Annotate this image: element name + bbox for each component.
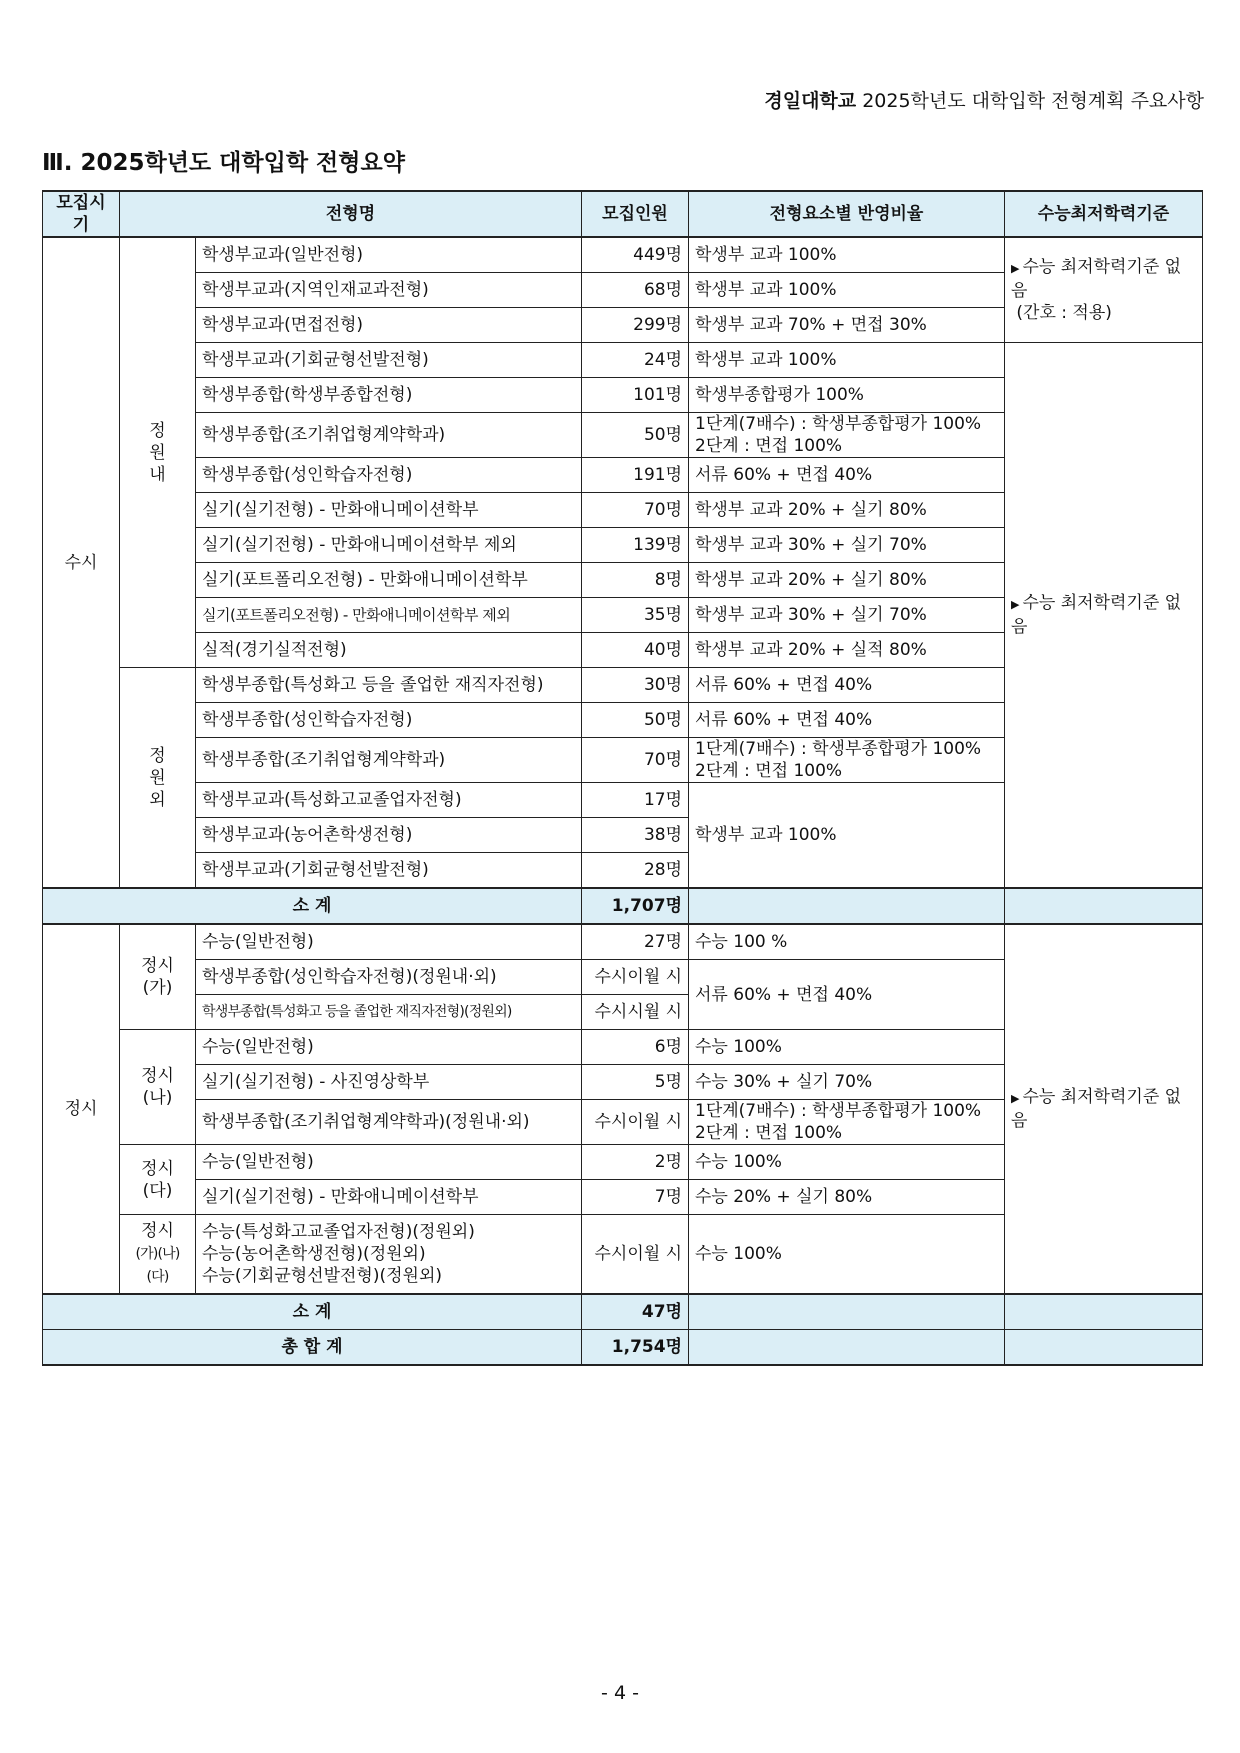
row-count: 70명 <box>582 738 689 783</box>
table-row <box>43 237 1203 273</box>
row-name: 학생부종합(학생부종합전형) <box>196 378 582 413</box>
subtotal-count: 1,707명 <box>582 888 689 924</box>
row-name: 학생부종합(조기취업형계약학과) <box>196 413 582 458</box>
row-count: 8명 <box>582 563 689 598</box>
row-count: 수시시월 시 <box>582 995 689 1030</box>
subtotal-min-empty <box>1005 1294 1203 1330</box>
row-name: 학생부교과(기회균형선발전형) <box>196 343 582 378</box>
col-min: 수능최저학력기준 <box>1005 191 1203 237</box>
total-ratio-empty <box>689 1330 1005 1366</box>
row-ratio: 학생부 교과 20% + 실적 80% <box>689 633 1005 668</box>
row-ratio: 학생부 교과 30% + 실기 70% <box>689 598 1005 633</box>
row-name: 학생부종합(성인학습자전형)(정원내·외) <box>196 960 582 995</box>
row-count: 50명 <box>582 413 689 458</box>
section-title: Ⅲ. 2025학년도 대학입학 전형요약 <box>42 150 405 176</box>
row-ratio: 학생부종합평가 100% <box>689 378 1005 413</box>
row-name: 학생부교과(기회균형선발전형) <box>196 853 582 889</box>
min-criteria-b: ▶ 수능 최저학력기준 없음 <box>1005 343 1203 889</box>
subtotal-ratio-empty <box>689 888 1005 924</box>
row-count: 68명 <box>582 273 689 308</box>
row-count: 6명 <box>582 1030 689 1065</box>
row-name: 학생부종합(조기취업형계약학과)(정원내·외) <box>196 1100 582 1145</box>
total-label: 총 합 계 <box>43 1330 582 1366</box>
row-ratio: 서류 60% + 면접 40% <box>689 458 1005 493</box>
row-ratio: 수능 100% <box>689 1030 1005 1065</box>
row-count: 70명 <box>582 493 689 528</box>
row-count: 수시이월 시 <box>582 960 689 995</box>
admission-summary-table <box>42 190 1203 1366</box>
row-ratio: 1단계(7배수) : 학생부종합평가 100% 2단계 : 면접 100% <box>689 738 1005 783</box>
row-name: 실기(실기전형) - 만화애니메이션학부 제외 <box>196 528 582 563</box>
period-susi: 수시 <box>43 237 120 888</box>
row-count: 수시이월 시 <box>582 1100 689 1145</box>
triangle-icon: ▶ <box>1011 598 1020 611</box>
row-ratio-merged: 학생부 교과 100% <box>689 783 1005 889</box>
row-name-multi: 수능(특성화고교졸업자전형)(정원외) 수능(농어촌학생전형)(정원외) 수능(기회균형선발전형)(정원외) <box>196 1215 582 1295</box>
row-count: 17명 <box>582 783 689 818</box>
subtotal-count: 47명 <box>582 1294 689 1330</box>
row-ratio: 서류 60% + 면접 40% <box>689 703 1005 738</box>
row-ratio: 학생부 교과 100% <box>689 237 1005 273</box>
row-name: 학생부교과(지역인재교과전형) <box>196 273 582 308</box>
row-count: 449명 <box>582 237 689 273</box>
table-row <box>43 343 1203 378</box>
row-ratio: 학생부 교과 20% + 실기 80% <box>689 563 1005 598</box>
row-name: 학생부종합(특성화고 등을 졸업한 재직자전형) <box>196 668 582 703</box>
col-name: 전형명 <box>120 191 582 237</box>
row-count: 7명 <box>582 1180 689 1215</box>
row-name: 실기(포트폴리오전형) - 만화애니메이션학부 제외 <box>196 598 582 633</box>
row-count: 191명 <box>582 458 689 493</box>
table-header-row <box>43 191 1203 237</box>
row-name: 학생부교과(면접전형) <box>196 308 582 343</box>
jeongsi-all-label: 정시 (가)(나)(다) <box>120 1215 196 1295</box>
row-count: 28명 <box>582 853 689 889</box>
school-name: 경일대학교 <box>764 90 857 112</box>
row-name: 실기(실기전형) - 만화애니메이션학부 <box>196 493 582 528</box>
row-count: 27명 <box>582 924 689 960</box>
total-min-empty <box>1005 1330 1203 1366</box>
row-count: 5명 <box>582 1065 689 1100</box>
row-ratio: 수능 20% + 실기 80% <box>689 1180 1005 1215</box>
row-ratio: 학생부 교과 100% <box>689 343 1005 378</box>
row-ratio: 서류 60% + 면접 40% <box>689 668 1005 703</box>
row-name: 학생부교과(특성화고교졸업자전형) <box>196 783 582 818</box>
susi-out-label: 정 원 외 <box>120 668 196 889</box>
row-count: 139명 <box>582 528 689 563</box>
row-count: 50명 <box>582 703 689 738</box>
jeongsi-na-label: 정시 (나) <box>120 1030 196 1145</box>
subtotal-min-empty <box>1005 888 1203 924</box>
row-count: 40명 <box>582 633 689 668</box>
row-ratio-merged: 서류 60% + 면접 40% <box>689 960 1005 1030</box>
row-name: 실기(실기전형) - 만화애니메이션학부 <box>196 1180 582 1215</box>
row-name: 학생부종합(성인학습자전형) <box>196 458 582 493</box>
row-count: 30명 <box>582 668 689 703</box>
row-count: 38명 <box>582 818 689 853</box>
row-count: 299명 <box>582 308 689 343</box>
header-title: 2025학년도 대학입학 전형계획 주요사항 <box>862 90 1204 112</box>
total-row <box>43 1330 1203 1366</box>
row-count: 101명 <box>582 378 689 413</box>
row-count: 2명 <box>582 1145 689 1180</box>
col-count: 모집인원 <box>582 191 689 237</box>
triangle-icon: ▶ <box>1011 1092 1020 1105</box>
row-count: 24명 <box>582 343 689 378</box>
row-ratio: 1단계(7배수) : 학생부종합평가 100% 2단계 : 면접 100% <box>689 413 1005 458</box>
jeongsi-ga-label: 정시 (가) <box>120 924 196 1030</box>
row-ratio: 학생부 교과 70% + 면접 30% <box>689 308 1005 343</box>
row-name: 수능(일반전형) <box>196 1145 582 1180</box>
row-ratio: 1단계(7배수) : 학생부종합평가 100% 2단계 : 면접 100% <box>689 1100 1005 1145</box>
subtotal-label: 소 계 <box>43 1294 582 1330</box>
row-name: 학생부종합(성인학습자전형) <box>196 703 582 738</box>
row-name: 수능(일반전형) <box>196 924 582 960</box>
row-name: 학생부종합(조기취업형계약학과) <box>196 738 582 783</box>
row-ratio: 학생부 교과 20% + 실기 80% <box>689 493 1005 528</box>
row-name: 실기(실기전형) - 사진영상학부 <box>196 1065 582 1100</box>
row-count: 35명 <box>582 598 689 633</box>
col-period: 모집시기 <box>43 191 120 237</box>
col-ratio: 전형요소별 반영비율 <box>689 191 1005 237</box>
jeongsi-min-criteria: ▶ 수능 최저학력기준 없음 <box>1005 924 1203 1294</box>
subtotal-label: 소 계 <box>43 888 582 924</box>
page-number: - 4 - <box>601 1682 639 1704</box>
period-jeongsi: 정시 <box>43 924 120 1294</box>
row-name: 수능(일반전형) <box>196 1030 582 1065</box>
jeongsi-da-label: 정시 (다) <box>120 1145 196 1215</box>
row-ratio: 수능 100 % <box>689 924 1005 960</box>
row-ratio: 학생부 교과 100% <box>689 273 1005 308</box>
total-count: 1,754명 <box>582 1330 689 1366</box>
row-name: 학생부교과(일반전형) <box>196 237 582 273</box>
row-name: 실기(포트폴리오전형) - 만화애니메이션학부 <box>196 563 582 598</box>
jeongsi-subtotal-row <box>43 1294 1203 1330</box>
document-header <box>764 86 1204 113</box>
row-name: 실적(경기실적전형) <box>196 633 582 668</box>
row-ratio: 학생부 교과 30% + 실기 70% <box>689 528 1005 563</box>
susi-in-label: 정 원 내 <box>120 237 196 668</box>
row-ratio: 수능 100% <box>689 1215 1005 1295</box>
subtotal-ratio-empty <box>689 1294 1005 1330</box>
susi-subtotal-row <box>43 888 1203 924</box>
row-name: 학생부교과(농어촌학생전형) <box>196 818 582 853</box>
row-name: 학생부종합(특성화고 등을 졸업한 재직자전형)(정원외) <box>196 995 582 1030</box>
min-criteria-a: ▶ 수능 최저학력기준 없음 (간호 : 적용) <box>1005 237 1203 343</box>
row-ratio: 수능 30% + 실기 70% <box>689 1065 1005 1100</box>
row-ratio: 수능 100% <box>689 1145 1005 1180</box>
row-count: 수시이월 시 <box>582 1215 689 1295</box>
table-row <box>43 924 1203 960</box>
triangle-icon: ▶ <box>1011 262 1020 275</box>
